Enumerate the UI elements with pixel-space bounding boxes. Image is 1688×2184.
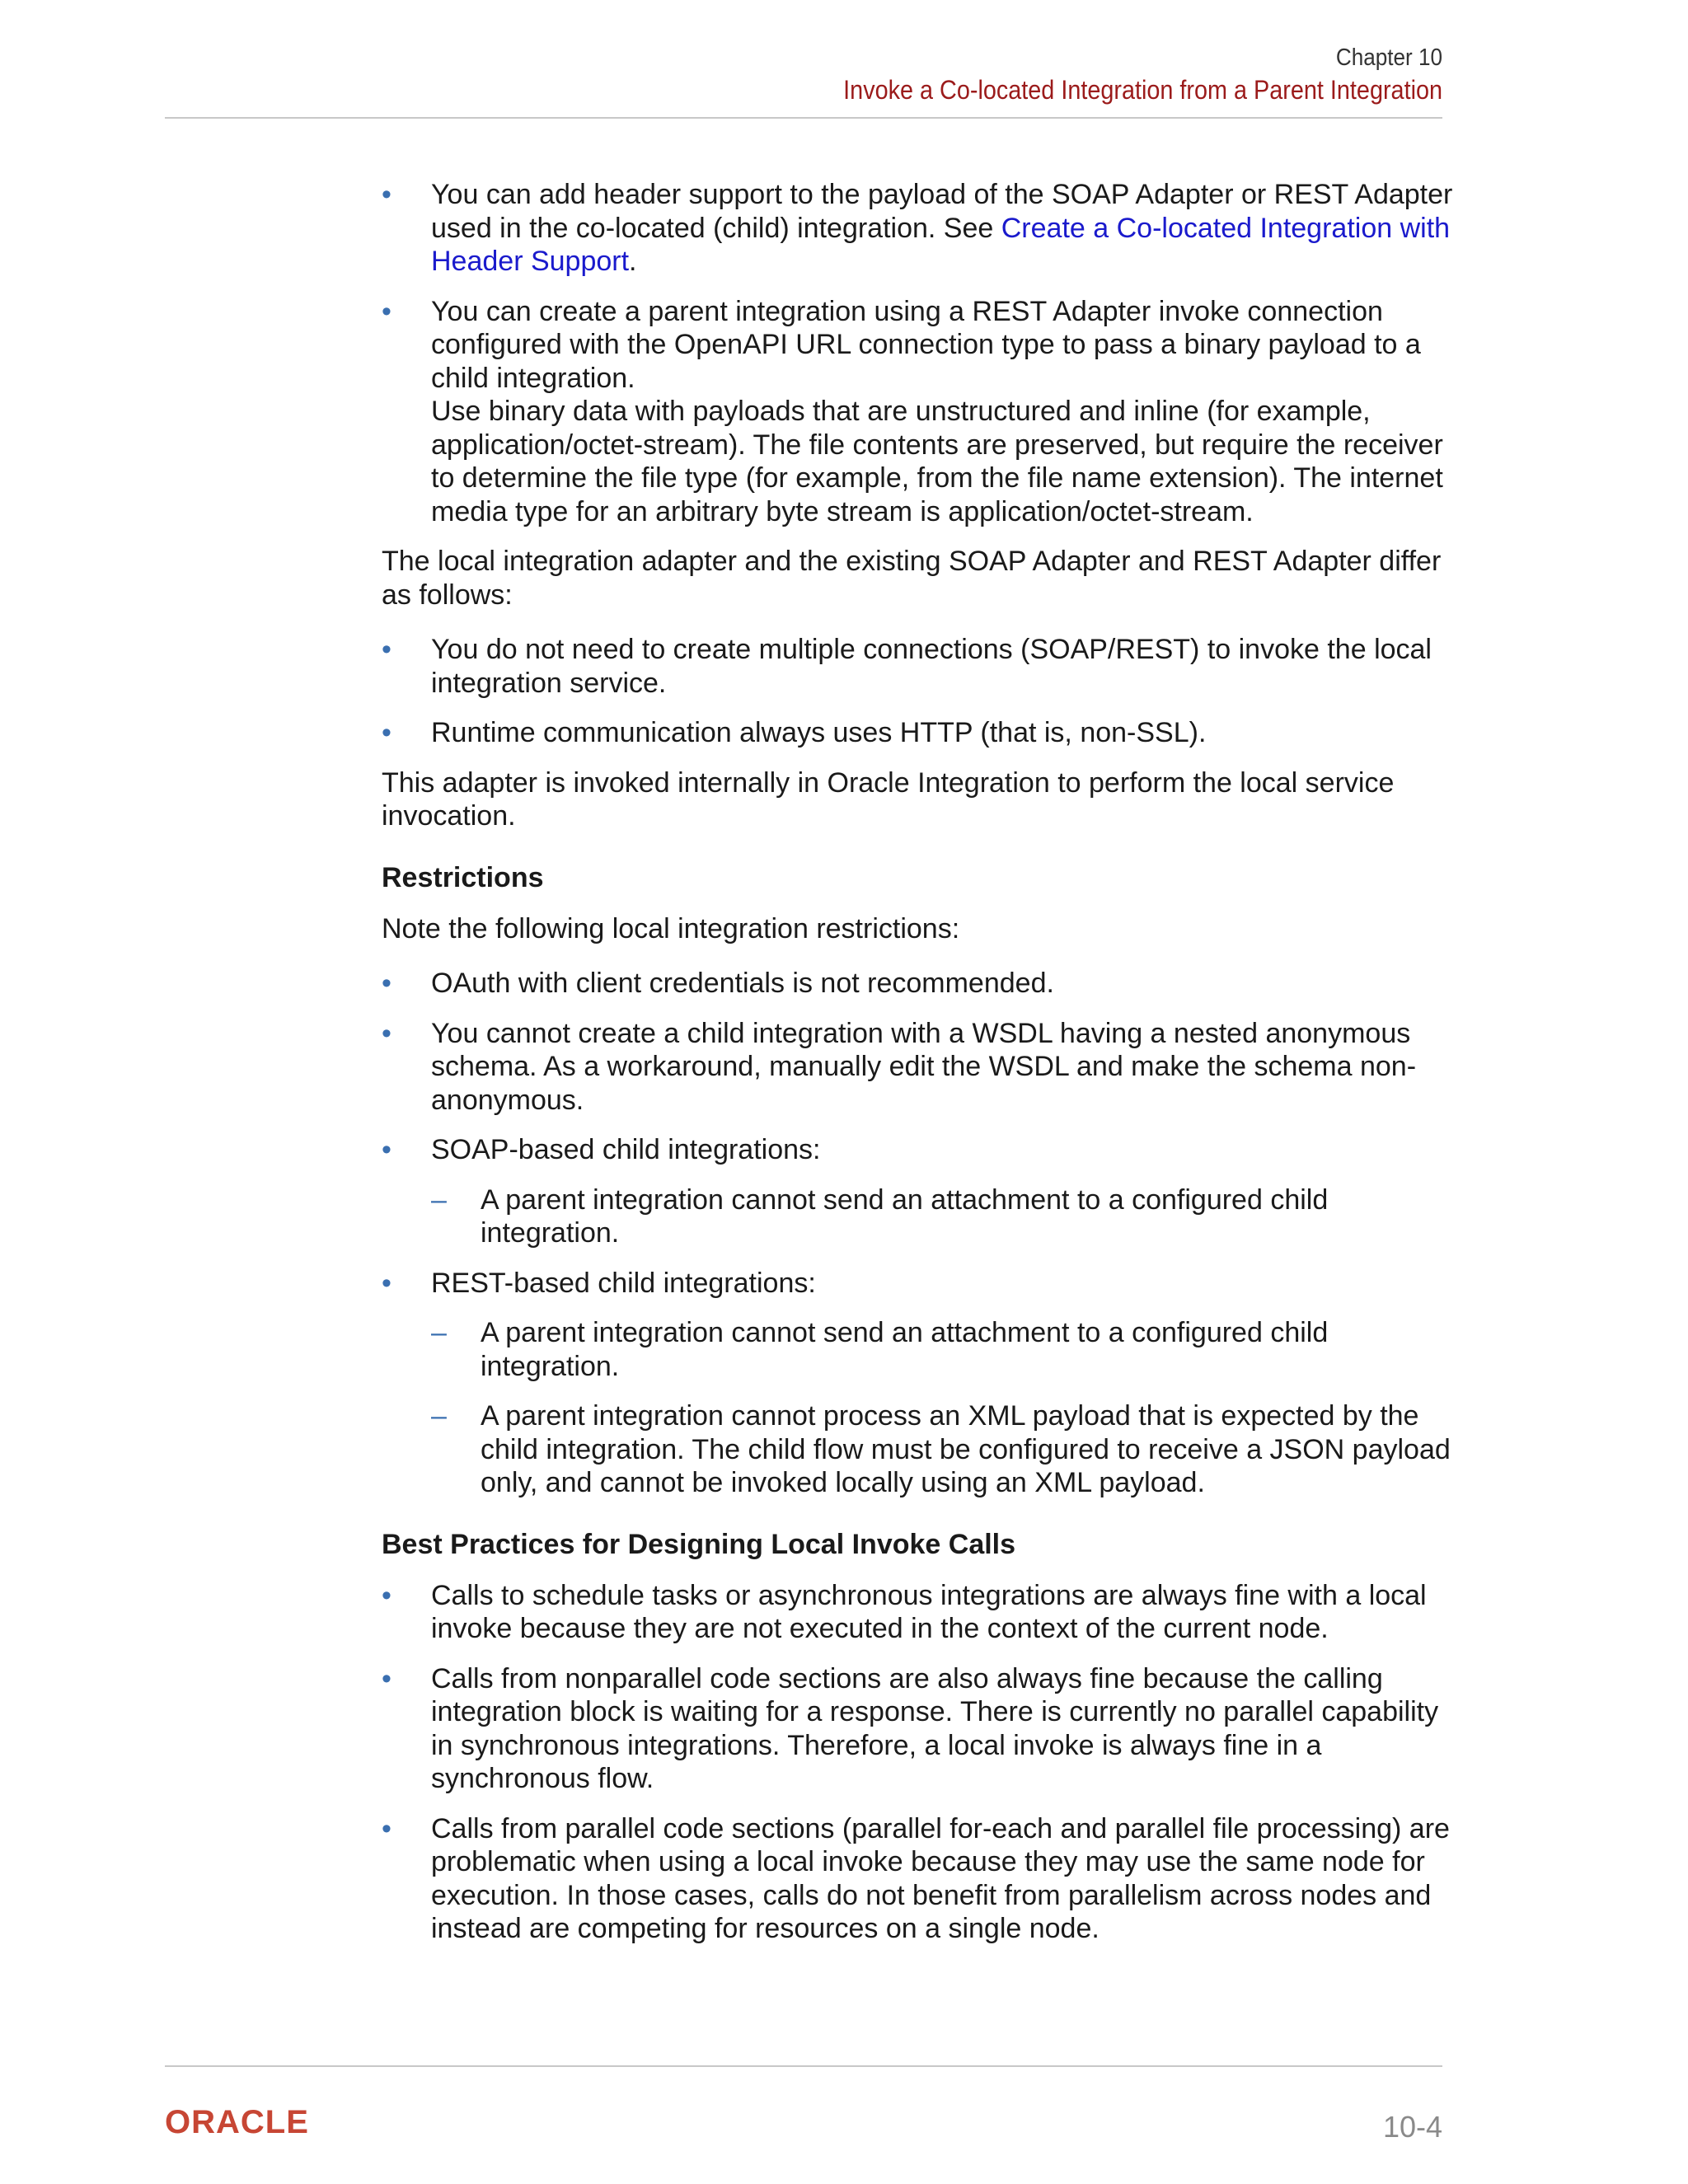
paragraph: This adapter is invoked internally in Oracle Integration to perform the local service invocation. [382,766,1395,832]
oracle-logo-icon [165,2106,354,2139]
restrictions-list [382,967,1453,1500]
item-text: You cannot create a child integration with a WSDL having a nested anonymous schema. As a workaround, manually edit the WSDL and make the schema non-anonymous. [431,1017,1417,1116]
item-text: You do not need to create multiple connections (SOAP/REST) to invoke the local integration service. [431,634,1432,699]
list-item [382,1017,1453,1118]
dash-icon: – [431,1400,447,1432]
header-support-link[interactable]: Create a Co-located Integration with Header Support [431,212,1451,277]
sub-list-item [431,1316,1453,1383]
bullet-icon: • [382,1267,392,1299]
bullet-icon: • [382,179,392,210]
list-item [382,716,1453,750]
best-practices-list [382,1579,1453,1946]
list-item [382,1579,1453,1646]
feature-list [382,178,1453,528]
item-text: SOAP-based child integrations: [431,1134,821,1165]
sub-list [431,1316,1453,1500]
item-text: Use binary data with payloads that are unstructured and inline (for example, application/octet-stream). The file contents are preserved, but require the receiver to determine the file type (for example, from the file name extension). The internet media type for an arbitrary byte stream is application/octet-stream. [431,396,1443,527]
item-text: Calls to schedule tasks or asynchronous integrations are always fine with a local invoke because they are not executed in the context of the current node. [431,1579,1427,1644]
bullet-icon: • [382,295,392,327]
list-item [382,967,1453,1001]
item-text: REST-based child integrations: [431,1267,816,1299]
item-text: A parent integration cannot send an attachment to a configured child integration. [481,1183,1329,1249]
item-text: You can add header support to the payload of the SOAP Adapter or REST Adapter used in the co-located (child) integration. See [431,179,1453,244]
bullet-icon: • [382,634,392,665]
list-item [382,178,1453,279]
chapter-title: Invoke a Co-located Integration from a Parent Integration [843,75,1442,105]
footer-divider [165,2065,1442,2067]
section-heading: Restrictions [382,861,544,893]
section-heading: Best Practices for Designing Local Invoke Calls [382,1528,1016,1560]
item-text: Runtime communication always uses HTTP (that is, non-SSL). [431,717,1207,748]
bullet-icon: • [382,1134,392,1165]
item-text: Calls from nonparallel code sections are also always fine because the calling integration block is waiting for a response. There is currently no parallel capability in synchronous integrations. Therefore, a local invoke is always fine in a synchronous flow. [431,1662,1439,1794]
sub-list [431,1183,1453,1250]
sub-list-item [431,1183,1453,1250]
item-text: . [629,246,637,277]
item-text: Calls from parallel code sections (parallel for-each and parallel file processing) are problematic when using a local invoke because they may use the same node for execution. In those cases, calls do not benefit from parallelism across nodes and instead are competing for resources on a single node. [431,1812,1450,1944]
oracle-logo [165,2106,354,2143]
page-content [382,178,1453,1962]
list-item [382,295,1453,529]
paragraph: The local integration adapter and the existing SOAP Adapter and REST Adapter differ as follows: [382,546,1442,611]
item-text: A parent integration cannot send an attachment to a configured child integration. [481,1317,1329,1382]
sub-list-item [431,1399,1453,1500]
bullet-icon: • [382,1579,392,1611]
bullet-icon: • [382,968,392,999]
bullet-icon: • [382,1812,392,1844]
item-text: A parent integration cannot process an XML payload that is expected by the child integration. The child flow must be configured to receive a JSON payload only, and cannot be invoked locally using an XML payload. [481,1400,1451,1498]
page-number: 10-4 [1382,2110,1442,2144]
item-text: You can create a parent integration using a REST Adapter invoke connection configured with the OpenAPI URL connection type to pass a binary payload to a child integration. [431,295,1421,394]
logo-text: ORACLE [165,2106,309,2139]
page-header [165,43,1442,107]
dash-icon: – [431,1317,447,1348]
bullet-icon: • [382,1017,392,1049]
bullet-icon: • [382,717,392,748]
list-item [382,633,1453,700]
dash-icon: – [431,1183,447,1216]
chapter-label: Chapter 10 [1335,45,1442,71]
item-text: OAuth with client credentials is not recommended. [431,968,1054,999]
header-divider [165,117,1442,119]
bullet-icon: • [382,1662,392,1694]
paragraph: Note the following local integration restrictions: [382,912,960,944]
difference-list [382,633,1453,750]
list-item [382,1267,1453,1500]
list-item [382,1662,1453,1796]
list-item [382,1133,1453,1250]
list-item [382,1812,1453,1946]
